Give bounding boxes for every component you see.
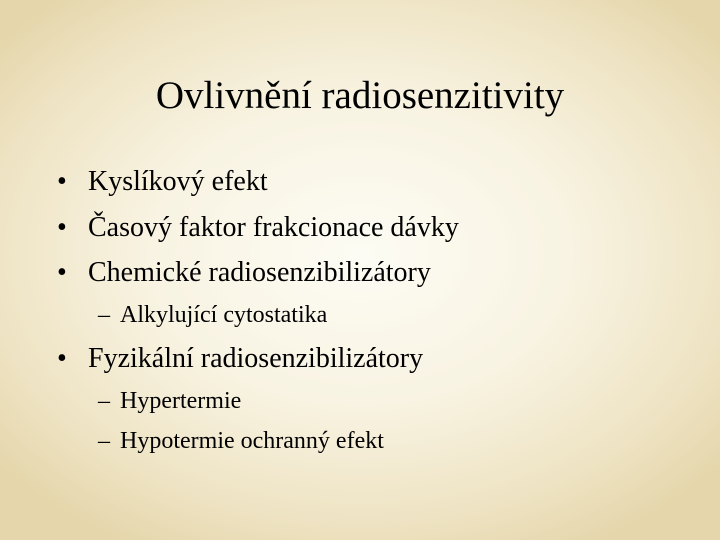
list-item-text: Chemické radiosenzibilizátory: [88, 257, 431, 288]
slide-title: Ovlivnění radiosenzitivity: [155, 74, 565, 117]
dash-icon: –: [98, 428, 110, 454]
bullet-icon: •: [57, 257, 67, 288]
list-item-text: Fyzikální radiosenzibilizátory: [88, 343, 424, 374]
sub-list-item-text: Alkylující cytostatika: [120, 302, 328, 328]
sub-list-item-text: Hypertermie: [120, 388, 242, 414]
sub-list-item-text: Hypotermie ochranný efekt: [120, 428, 384, 454]
bullet-icon: •: [57, 212, 67, 243]
dash-icon: –: [98, 388, 110, 414]
bullet-icon: •: [57, 166, 67, 197]
dash-icon: –: [98, 302, 110, 328]
bullet-icon: •: [57, 343, 67, 374]
list-item-text: Kyslíkový efekt: [88, 166, 268, 197]
list-item-text: Časový faktor frakcionace dávky: [88, 212, 459, 243]
